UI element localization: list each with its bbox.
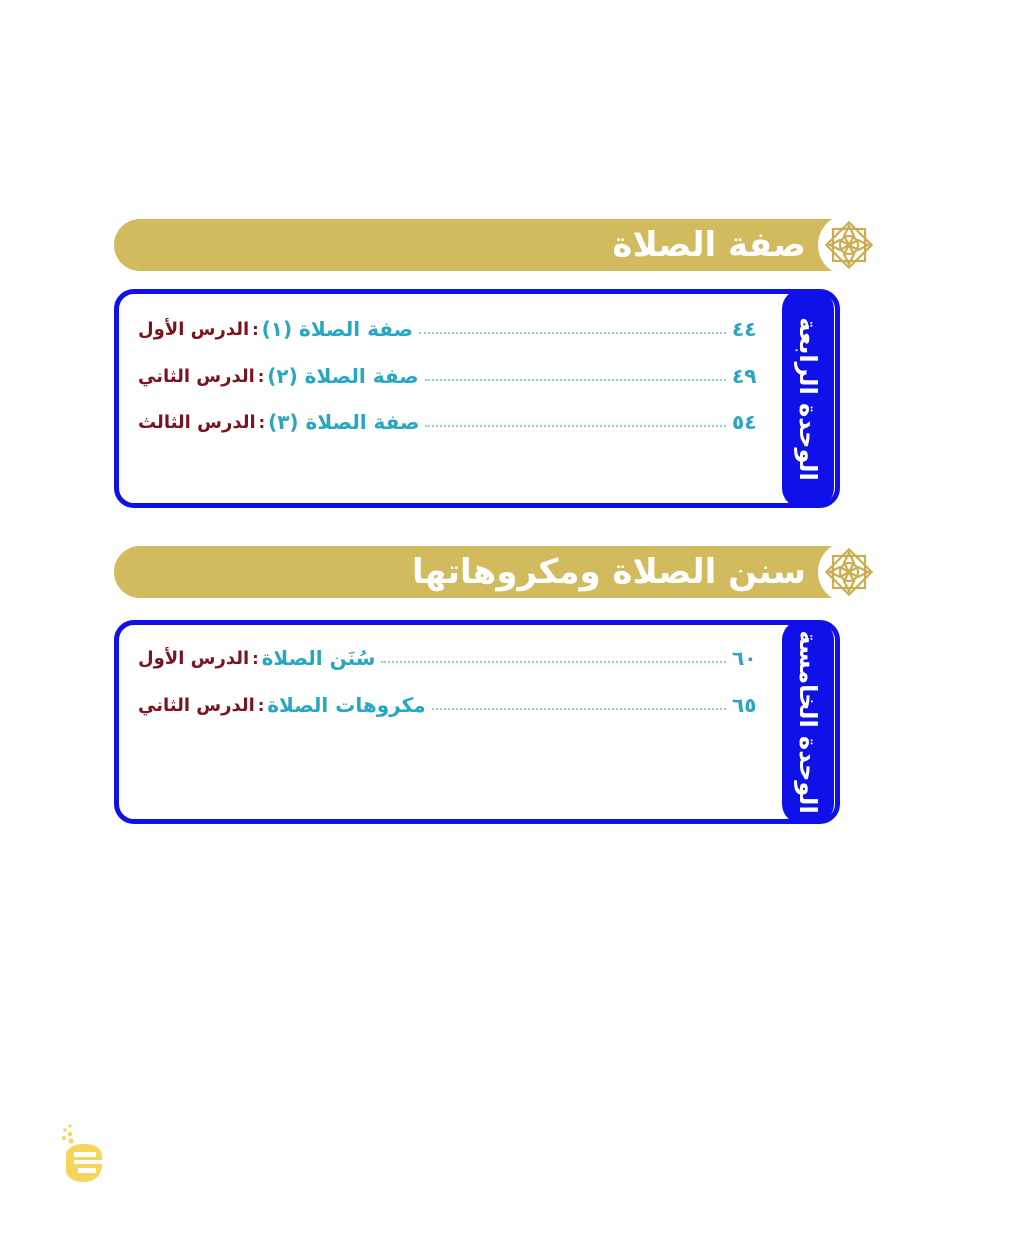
toc-row[interactable]: [138, 314, 766, 344]
page-number: ٤٤: [732, 317, 757, 341]
lesson-label: الدرس الثاني: [138, 694, 255, 716]
octagram-flower-icon: [818, 214, 880, 276]
section-title-1: صفة الصلاة: [612, 225, 806, 265]
lesson-topic: صفة الصلاة (٢): [267, 364, 419, 388]
unit-label-1: الوحدة الرابعة: [794, 316, 822, 481]
lesson-separator: :: [257, 366, 265, 386]
dot-leader: [419, 332, 726, 334]
publisher-logo: [56, 1122, 110, 1186]
dot-leader: [432, 708, 726, 710]
toc-row[interactable]: [138, 361, 766, 391]
lesson-topic: مكروهات الصلاة: [267, 693, 426, 717]
lesson-label: الدرس الثالث: [138, 411, 256, 433]
unit-label-2: الوحدة الخامسة: [794, 630, 822, 814]
section-banner-2: [114, 546, 874, 598]
lesson-topic: سُنَن الصلاة: [261, 646, 376, 670]
lesson-separator: :: [252, 319, 259, 339]
unit-tab-2: [782, 620, 834, 824]
page-number: ٦٠: [732, 646, 757, 670]
toc-row[interactable]: [138, 690, 766, 720]
lesson-label: الدرس الثاني: [138, 365, 255, 387]
lesson-separator: :: [257, 695, 265, 715]
dot-leader: [425, 425, 726, 427]
octagram-flower-icon: [818, 541, 880, 603]
page-number: ٦٥: [732, 693, 757, 717]
toc-row[interactable]: [138, 643, 766, 673]
page-number: ٤٩: [732, 364, 757, 388]
dot-leader: [425, 379, 726, 381]
lesson-topic: صفة الصلاة (١): [261, 317, 413, 341]
unit-tab-1: [782, 289, 834, 508]
lesson-separator: :: [258, 412, 266, 432]
lesson-label: الدرس الأول: [138, 318, 250, 340]
section-banner-1: [114, 219, 874, 271]
lesson-topic: صفة الصلاة (٣): [268, 410, 420, 434]
section-title-2: سنن الصلاة ومكروهاتها: [412, 552, 806, 592]
page-number: ٥٤: [732, 410, 757, 434]
toc-row[interactable]: [138, 407, 766, 437]
dot-leader: [381, 661, 726, 663]
lesson-label: الدرس الأول: [138, 647, 250, 669]
lesson-separator: :: [252, 648, 259, 668]
